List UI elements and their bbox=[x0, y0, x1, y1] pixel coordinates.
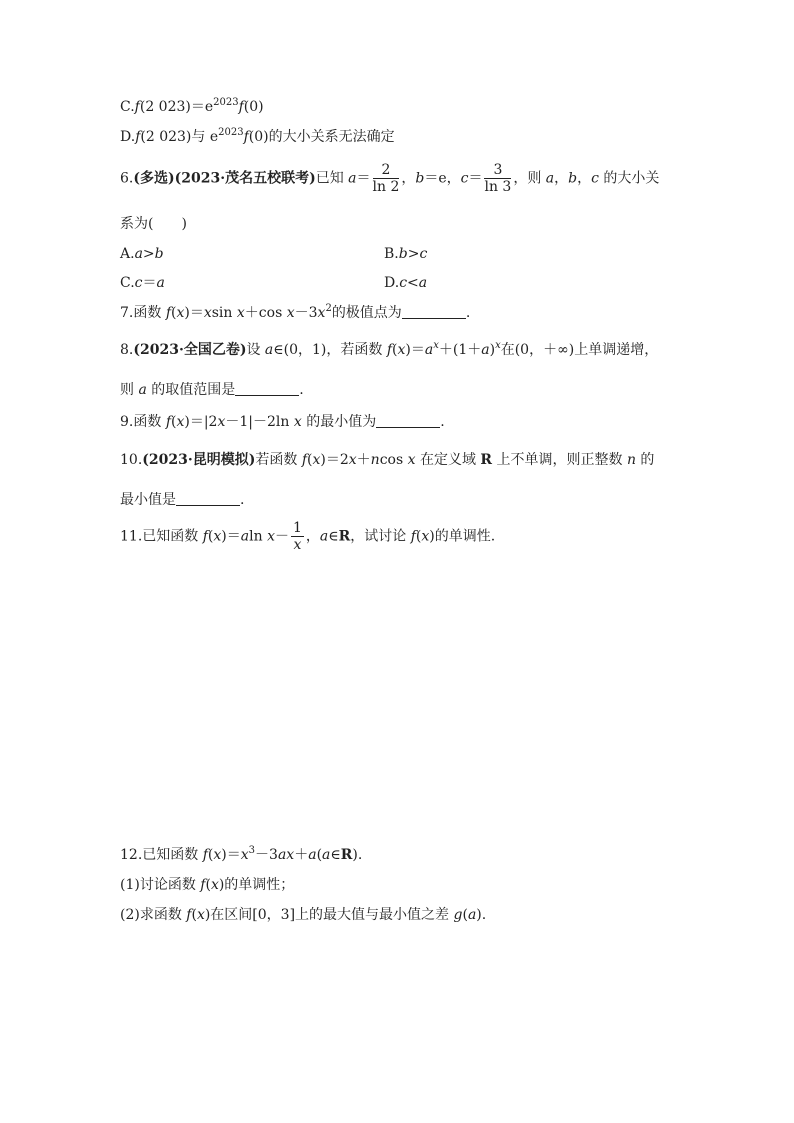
q7-text: 7.函数 f(x)＝xsin x＋cos $x-3x^2$的极值点为 . bbox=[120, 303, 471, 321]
q6-option-a: A.a>b bbox=[120, 246, 164, 262]
q9-text: 9.函数 f(x)＝|2x－1|－2ln x 的最小值为 . bbox=[120, 414, 445, 430]
q9-answer-blank[interactable] bbox=[376, 413, 440, 428]
q12-part2: (2)求函数 f(x)在区间[0，3]上的最大值与最小值之差 g(a). bbox=[120, 907, 487, 923]
q6-fraction-a: $\frac{2}{\ln 2}$ bbox=[372, 162, 400, 195]
q6-option-b: B.b>c bbox=[384, 246, 428, 262]
q8-answer-blank[interactable] bbox=[235, 381, 299, 396]
q12-part1: (1)讨论函数 f(x)的单调性； bbox=[120, 877, 295, 893]
q6-option-c: C.c＝a bbox=[120, 275, 165, 291]
q6-fraction-c: $\frac{3}{\ln 3}$ bbox=[484, 162, 512, 195]
q10-text: 10.(2023·昆明模拟)若函数 f(x)＝2x＋ncos x 在定义域 R 上不单调，则正整数 n 的 bbox=[120, 452, 655, 468]
q6-option-d: D.c<a bbox=[384, 275, 428, 291]
q10-answer-blank[interactable] bbox=[176, 491, 240, 506]
q12-text: 12.已知函数 $f(x)=x^3-3ax+a(a\in R)$. bbox=[120, 845, 363, 863]
q5-option-d: D.f(2 023)与 $e^{2023}f(0)$的大小关系无法确定 bbox=[120, 127, 395, 145]
q8-text-cont: 则 a 的取值范围是 . bbox=[120, 382, 304, 398]
q11-fraction: $\frac{1}{x}$ bbox=[292, 520, 302, 553]
q11-text: 11.已知函数 f(x)＝aln x－ $\frac{1}{x}$ ，a∈R，试讨论 f(x)的单调性. bbox=[120, 520, 496, 553]
q10-text-cont: 最小值是 . bbox=[120, 492, 245, 508]
q7-answer-blank[interactable] bbox=[402, 304, 466, 319]
q8-text: 8.(2023·全国乙卷)设 a∈(0，1)，若函数 $f(x)=a^x+(1+a)^x$在(0，＋∞)上单调递增， bbox=[120, 340, 659, 358]
q6-stem: 6.(多选)(2023·茂名五校联考)已知 a＝ $\frac{2}{\ln 2}$ ，b＝e，c＝ $\frac{3}{\ln 3}$ ，则 a，b，c 的大小关 bbox=[120, 162, 660, 195]
q6-stem-cont: 系为( ) bbox=[120, 216, 187, 232]
q5-option-c: C.f(2 $023)=e^{2023}f(0)$ bbox=[120, 97, 264, 115]
